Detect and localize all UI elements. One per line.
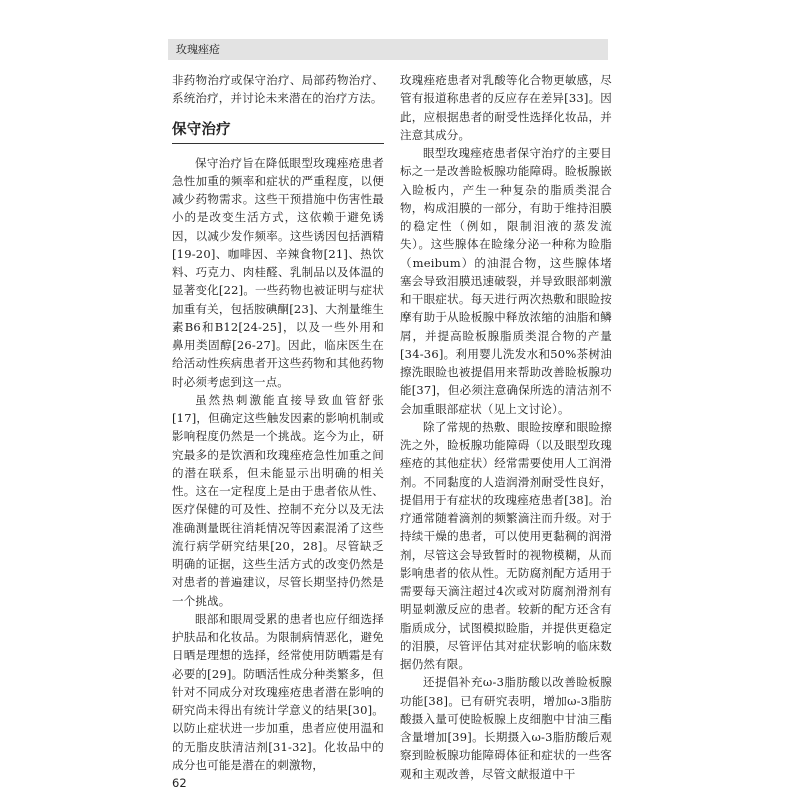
running-header-bar (168, 39, 608, 60)
body-paragraph: 还提倡补充ω-3脂肪酸以改善睑板腺功能[38]。已有研究表明，增加ω-3脂肪酸摄入量可使睑板腺上皮细胞中甘油三酯含量增加[39]。长期摄入ω-3脂肪酸后观察到睑板腺功能障碍体征和症状的一些客观和主观改善，尽管文献报道中干 (400, 675, 612, 781)
body-paragraph: 保守治疗旨在降低眼型玫瑰痤疮患者急性加重的频率和症状的严重程度，以便减少药物需求。这些干预措施中伤害性最小的是改变生活方式，这依赖于避免诱因，以减少发作频率。这些诱因包括酒精[19-20]、咖啡因、辛辣食物[21]、热饮料、巧克力、肉桂醛、乳制品以及体温的显著变化[22]。一些药物也被证明与症状加重有关，包括胺碘酮[23]、大剂量维生素B6和B12[24-25]，以及一些外用和鼻用类固醇[26-27]。因此，临床医生在给活动性疾病患者开这些药物和其他药物时必须考虑到这一点。 (172, 155, 384, 389)
page-number: 62 (172, 776, 187, 790)
running-header-title: 玫瑰痤疮 (176, 43, 220, 56)
left-column (172, 71, 384, 774)
body-paragraph: 除了常规的热敷、眼睑按摩和眼睑擦洗之外，睑板腺功能障碍（以及眼型玫瑰痤疮的其他症状）经常需要使用人工润滑剂。不同黏度的人造润滑剂耐受性良好，提倡用于有症状的玫瑰痤疮患者[38]。治疗通常随着滴剂的频繁滴注而升级。对于持续干燥的患者，可以使用更黏稠的润滑剂，尽管这会导致暂时的视物模糊，从而影响患者的依从性。无防腐剂配方适用于需要每天滴注超过4次或对防腐剂滑剂有明显刺激反应的患者。较新的配方还含有脂质成分，试图模拟睑脂，并提供更稳定的泪膜，尽管评估其对症状影响的临床数据仍然有限。 (400, 419, 612, 671)
intro-paragraph: 非药物治疗或保守治疗、局部药物治疗、系统治疗，并讨论未来潜在的治疗方法。 (172, 73, 384, 106)
body-paragraph: 玫瑰痤疮患者对乳酸等化合物更敏感，尽管有报道称患者的反应存在差异[33]。因此，应根据患者的耐受性选择化妆品，并注意其成分。 (400, 73, 612, 142)
right-column (400, 71, 612, 783)
body-paragraph: 眼部和眼周受累的患者也应仔细选择护肤品和化妆品。为限制病情恶化，避免日晒是理想的选择，经常使用防晒霜是有必要的[29]。防晒活性成分种类繁多，但针对不同成分对玫瑰痤疮患者潜在影响的研究尚未得出有统计学意义的结果[30]。以防止症状进一步加重，患者应使用温和的无脂皮肤清洁剂[31-32]。化妆品中的成分也可能是潜在的刺激物， (172, 611, 384, 772)
section-heading: 保守治疗 (172, 120, 384, 144)
body-paragraph: 眼型玫瑰痤疮患者保守治疗的主要目标之一是改善睑板腺功能障碍。睑板腺嵌入睑板内，产生一种复杂的脂质类混合物，构成泪膜的一部分，有助于维持泪膜的稳定性（例如，限制泪液的蒸发流失）。这些腺体在睑缘分泌一种称为睑脂（meibum）的油混合物，这些腺体堵塞会导致泪膜迅速破裂，并导致眼部刺激和干眼症状。每天进行两次热敷和眼睑按摩有助于从睑板腺中释放浓缩的油脂和鳞屑，并提高睑板腺脂质类混合物的产量[34-36]。利用婴儿洗发水和50%茶树油擦洗眼睑也被提倡用来帮助改善睑板腺功能[37]，但必须注意确保所选的清洁剂不会加重眼部症状（见上文讨论）。 (400, 146, 612, 416)
body-paragraph: 虽然热刺激能直接导致血管舒张[17]，但确定这些触发因素的影响机制或影响程度仍然是一个挑战。迄今为止，研究最多的是饮酒和玫瑰痤疮急性加重之间的潜在联系，但未能显示出明确的相关性。这在一定程度上是由于患者依从性、医疗保健的可及性、控制不充分以及无法准确测量既往消耗情况等因素混淆了这些流行病学研究结果[20，28]。尽管缺乏明确的证据，这些生活方式的改变仍然是对患者的普遍建议，尽管长期坚持仍然是一个挑战。 (172, 392, 384, 608)
